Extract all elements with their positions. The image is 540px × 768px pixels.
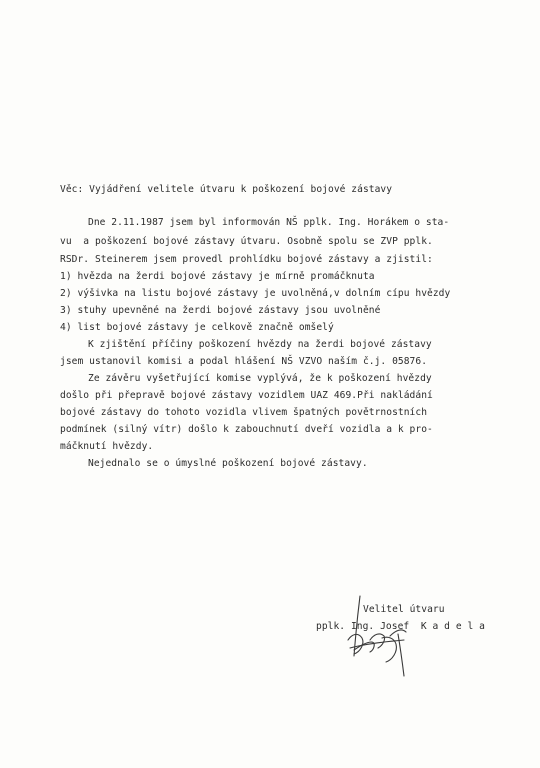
body-line: došlo při přepravě bojové zástavy vozidlem UAZ 469.Při nakládání: [60, 390, 433, 401]
letter-subject: Věc: Vyjádření velitele útvaru k poškození bojové zástavy: [60, 184, 393, 195]
body-line: jsem ustanovil komisi a podal hlášení NŠ VZVO naším č.j. 05876.: [60, 356, 428, 367]
conclusion-line: Nejednalo se o úmyslné poškození bojové zástavy.: [88, 458, 368, 469]
findings-item-3: 3) stuhy upevněné na žerdi bojové zástavy jsou uvolněné: [60, 305, 381, 316]
body-line: RSDr. Steinerem jsem provedl prohlídku bojové zástavy a zjistil:: [60, 254, 433, 265]
body-line: Dne 2.11.1987 jsem byl informován NŠ pplk. Ing. Horákem o sta-: [88, 217, 450, 228]
body-line: podmínek (silný vítr) došlo k zabouchnutí dveří vozidla a k pro-: [60, 424, 433, 435]
findings-item-1: 1) hvězda na žerdi bojové zástavy je mírně promáčknuta: [60, 271, 375, 282]
findings-item-2: 2) výšivka na listu bojové zástavy je uvolněná,v dolním cípu hvězdy: [60, 288, 451, 299]
body-line: K zjištění příčiny poškození hvězdy na žerdi bojové zástavy: [88, 339, 432, 350]
body-line: Ze závěru vyšetřující komise vyplývá, že k poškození hvězdy: [88, 373, 432, 384]
signatory-name: pplk. Ing. Josef K a d e l a: [316, 621, 485, 632]
body-line: vu a poškození bojové zástavy útvaru. Osobně spolu se ZVP pplk.: [60, 236, 433, 247]
body-line: máčknutí hvězdy.: [60, 441, 154, 452]
findings-item-4: 4) list bojové zástavy je celkově značně omšelý: [60, 322, 334, 333]
body-line: bojové zástavy do tohoto vozidla vlivem špatných povětrnostních: [60, 407, 428, 418]
signatory-title: Velitel útvaru: [363, 604, 445, 615]
